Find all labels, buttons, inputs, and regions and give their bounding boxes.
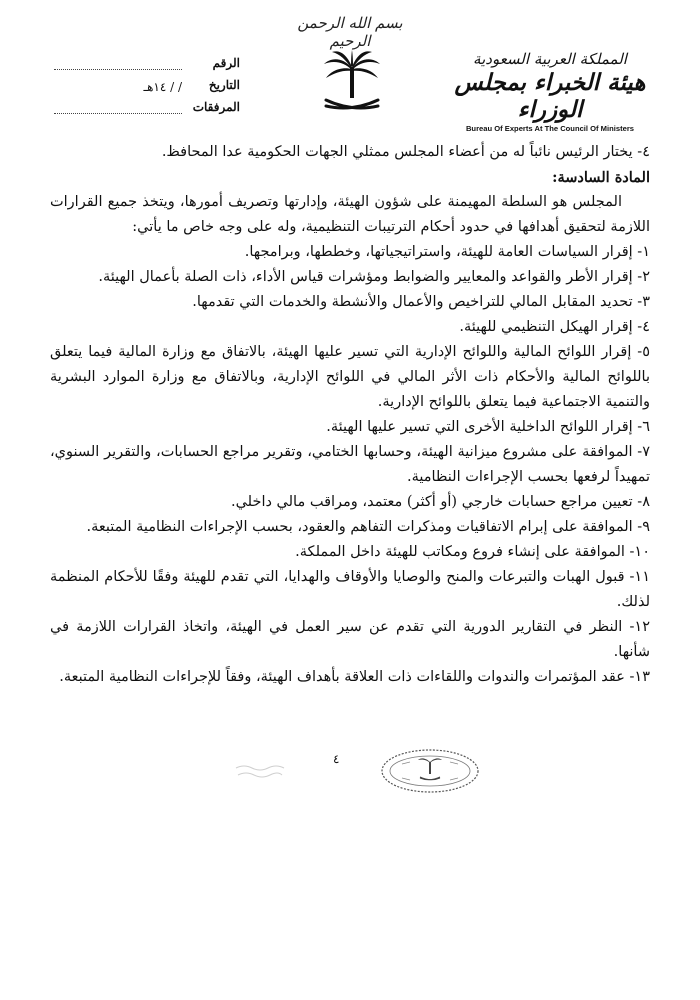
list-item: ٦- إقرار اللوائح الداخلية الأخرى التي تسير عليها الهيئة. [326,419,650,435]
attachments-field [40,100,240,114]
list-item: ١٣- عقد المؤتمرات والندوات واللقاءات ذات العلاقة بأهداف الهيئة، وفقاً للإجراءات النظامية المتبعة. [59,669,650,685]
bureau-name-arabic: هيئة الخبراء بمجلس الوزراء [454,69,646,123]
faint-seal-mark-icon [232,760,288,782]
article-intro: المجلس هو السلطة المهيمنة على شؤون الهيئة، وإدارتها وتصريف أمورها، ويتخذ جميع القرارات اللازمة لتحقيق أهدافها في حدود أحكام الترتيبات التنظيمية، وله على وجه خاص ما يأتي: [50,194,650,235]
list-item: ٩- الموافقة على إبرام الاتفاقيات ومذكرات التفاهم والعقود، بحسب الإجراءات النظامية المتبعة. [86,519,650,535]
list-item: ٤- إقرار الهيكل التنظيمي للهيئة. [459,319,650,335]
attachments-value-line [54,101,182,114]
attachments-label: المرفقات [192,100,240,114]
date-field [40,78,240,92]
list-item: ١١- قبول الهبات والتبرعات والمنح والوصايا والأوقاف والهدايا، التي تقدم للهيئة وفقًا للأحكام المنظمة لذلك. [50,569,650,610]
clause-item: ٤- يختار الرئيس نائباً له من أعضاء المجلس ممثلي الجهات الحكومية عدا المحافظ. [161,144,650,160]
date-value: / / ١٤هـ [143,79,182,94]
article-title: المادة السادسة: [552,169,650,186]
reference-label: الرقم [212,56,240,70]
list-item: ٥- إقرار اللوائح المالية واللوائح الإدارية التي تسير عليها الهيئة، بالاتفاق مع وزارة المالية فيما يتعلق باللوائح المالية والأحكام ذات الأثر المالي في اللوائح الإدارية، وبالاتفاق مع وزارة الموارد البشرية والتنمية الاجتماعية فيما يتعلق باللوائح الإدارية. [50,344,650,410]
reference-value-line [54,57,182,70]
list-item: ١٠- الموافقة على إنشاء فروع ومكاتب للهيئة داخل المملكة. [295,544,650,560]
reference-number-field [40,56,240,70]
list-item: ١٢- النظر في التقارير الدورية التي تقدم عن سير العمل في الهيئة، واتخاذ القرارات اللازمة في شأنها. [50,619,650,660]
palm-swords-emblem-icon [318,48,386,118]
basmala: بسم الله الرحمن الرحيم [297,14,403,50]
kingdom-name: المملكة العربية السعودية [473,50,627,68]
date-label: التاريخ [208,78,240,92]
list-item: ٣- تحديد المقابل المالي للتراخيص والأعمال والأنشطة والخدمات التي تقدمها. [192,294,650,310]
page-number: ٤ [333,752,340,766]
letterhead [450,50,650,133]
list-item: ١- إقرار السياسات العامة للهيئة، واستراتيجياتها، وخططها، وبرامجها. [244,244,650,260]
bureau-name-english: Bureau Of Experts At The Council Of Ministers [465,124,635,133]
list-item: ٢- إقرار الأطر والقواعد والمعايير والضوابط ومؤشرات قياس الأداء، ذات الصلة بأعمال الهيئة. [98,269,650,285]
list-item: ٧- الموافقة على مشروع ميزانية الهيئة، وحسابها الختامي، وتقرير مراجع الحسابات، والتقرير السنوي، تمهيداً لرفعها بحسب الإجراءات النظامية. [50,444,650,485]
document-body [50,140,650,690]
list-item: ٨- تعيين مراجع حسابات خارجي (أو أكثر) معتمد، ومراقب مالي داخلي. [230,494,650,510]
official-stamp-icon [380,748,480,794]
